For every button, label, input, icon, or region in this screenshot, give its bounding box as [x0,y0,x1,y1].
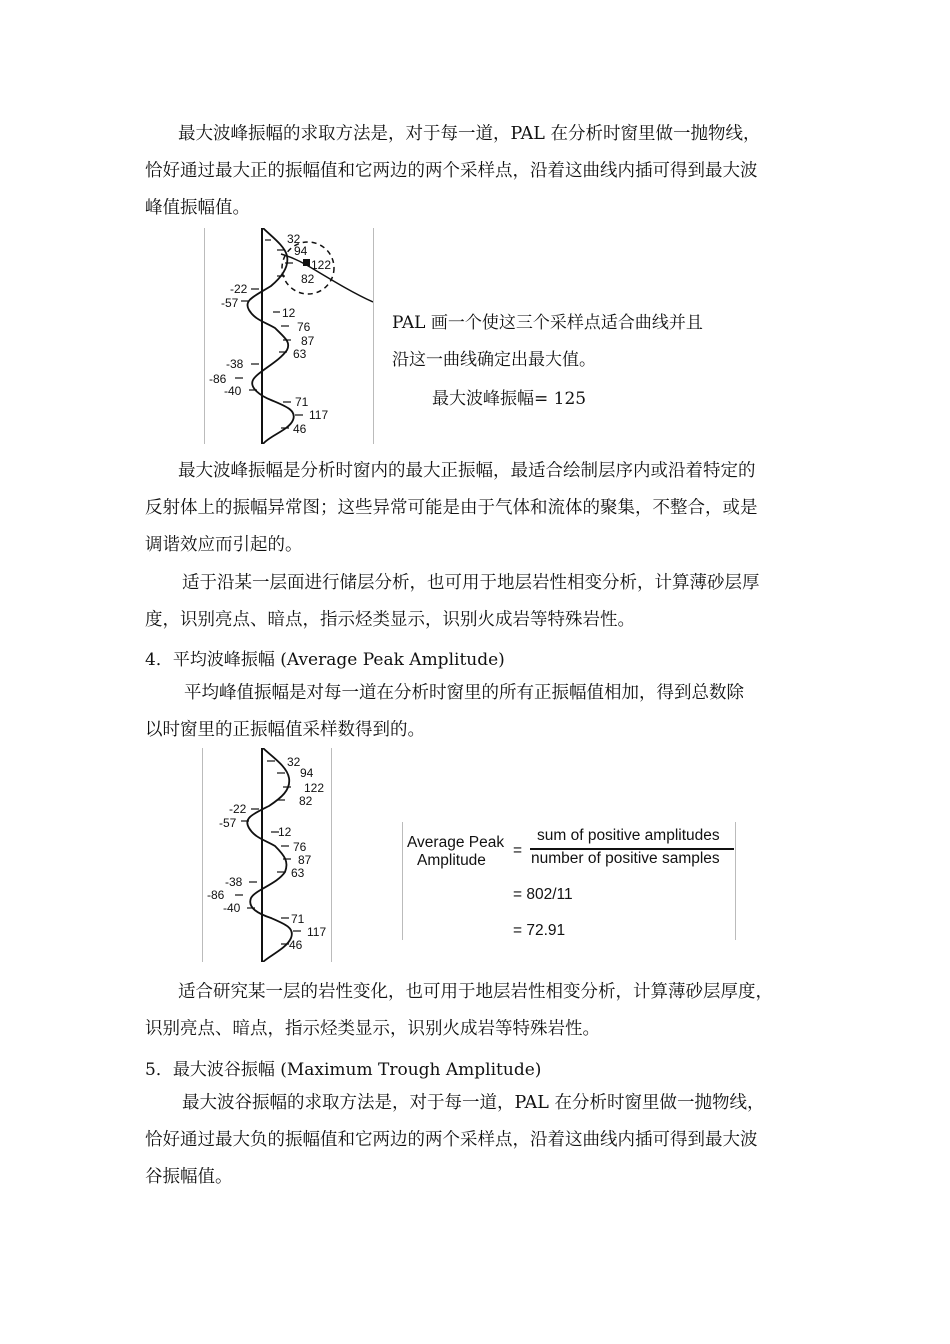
paragraph-max-peak-application [145,565,810,639]
sample-label: 71 [295,395,309,409]
sample-label: -22 [229,802,247,816]
formula-result-value: = 72.91 [513,922,566,939]
sample-label: 71 [291,912,305,926]
sample-label: 32 [287,755,301,769]
sample-label: -86 [207,888,225,902]
sample-label: 12 [282,306,296,320]
sample-label: 82 [301,272,315,286]
text-line: 恰好通过最大负的振幅值和它两边的两个采样点，沿着这曲线内插可得到最大波 [145,1130,758,1150]
sample-label: -86 [209,372,227,386]
paragraph-max-peak-usage [145,453,810,564]
waveform-trace [247,228,293,444]
max-peak-result: 最大波峰振幅= 125 [432,389,587,409]
text-line: 识别亮点、暗点，指示烃类显示，识别火成岩等特殊岩性。 [145,1019,600,1039]
sample-label: 12 [278,825,292,839]
sample-label: 63 [293,347,307,361]
text-line: 平均峰值振幅是对每一道在分析时窗里的所有正振幅值相加，得到总数除 [184,683,744,703]
sample-label: 117 [309,408,329,422]
figure-caption-line: PAL 画一个使这三个采样点适合曲线并且 [392,313,703,333]
sample-label: 82 [299,794,313,808]
formula-numerator: sum of positive amplitudes [537,827,720,844]
figure-caption-line: 沿这一曲线确定出最大值。 [392,350,596,370]
sample-label: 122 [304,781,325,795]
average-peak-formula [402,822,736,940]
sample-label: -22 [230,282,248,296]
formula-denominator: number of positive samples [531,850,720,867]
sample-label: -57 [219,816,237,830]
waveform-trace [247,748,292,962]
sample-label: 94 [294,244,308,258]
text-line: 最大波谷振幅的求取方法是，对于每一道，PAL 在分析时窗里做一抛物线， [182,1093,765,1113]
text-line: 谷振幅值。 [145,1167,233,1187]
sample-label: 87 [298,853,312,867]
text-line: 以时窗里的正振幅值采样数得到的。 [145,720,425,740]
sample-label: -57 [221,296,239,310]
waveform-figure-max-peak [204,228,374,444]
sample-label: 94 [300,766,314,780]
sample-label: 76 [297,320,311,334]
waveform-figure-average-peak [202,748,332,962]
sample-label: 46 [289,938,303,952]
sample-label: -38 [226,357,244,371]
text-line: 度，识别亮点、暗点，指示烃类显示，识别火成岩等特殊岩性。 [145,610,635,630]
text-line: 最大波峰振幅是分析时窗内的最大正振幅，最适合绘制层序内或沿着特定的 [178,461,756,481]
text-line: 适合研究某一层的岩性变化，也可用于地层岩性相变分析，计算薄砂层厚度， [178,982,773,1002]
text-line: 反射体上的振幅异常图；这些异常可能是由于气体和流体的聚集，不整合，或是 [145,498,758,518]
sample-label: 122 [311,258,332,272]
text-line: 峰值振幅值。 [145,198,250,218]
text-line: 最大波峰振幅的求取方法是，对于每一道，PAL 在分析时窗里做一抛物线， [178,124,761,144]
sample-label: -40 [224,384,242,398]
sample-label: 32 [287,232,301,246]
sample-label: 117 [307,925,327,939]
text-line: 调谐效应而引起的。 [145,535,303,555]
formula-equals: = [513,842,523,859]
formula-label: Amplitude [417,852,486,869]
sample-label: -40 [223,901,241,915]
section-heading-average-peak: 4．平均波峰振幅 (Average Peak Amplitude) [145,650,505,670]
sample-label: 87 [301,334,315,348]
paragraph-average-peak-application [145,974,810,1048]
paragraph-max-peak-method [145,116,810,227]
text-line: 恰好通过最大正的振幅值和它两边的两个采样点，沿着这曲线内插可得到最大波 [145,161,758,181]
sample-label: 63 [291,866,305,880]
section-heading-max-trough: 5．最大波谷振幅 (Maximum Trough Amplitude) [145,1060,542,1080]
paragraph-max-trough-method [145,1085,810,1196]
sample-label: -38 [225,875,243,889]
text-line: 适于沿某一层面进行储层分析，也可用于地层岩性相变分析，计算薄砂层厚 [182,573,760,593]
paragraph-average-peak-definition [145,675,810,749]
sample-label: 46 [293,422,307,436]
formula-result-fraction: = 802/11 [513,886,573,903]
sample-label: 76 [293,840,307,854]
formula-label: Average Peak [407,834,505,851]
peak-marker [303,259,310,266]
